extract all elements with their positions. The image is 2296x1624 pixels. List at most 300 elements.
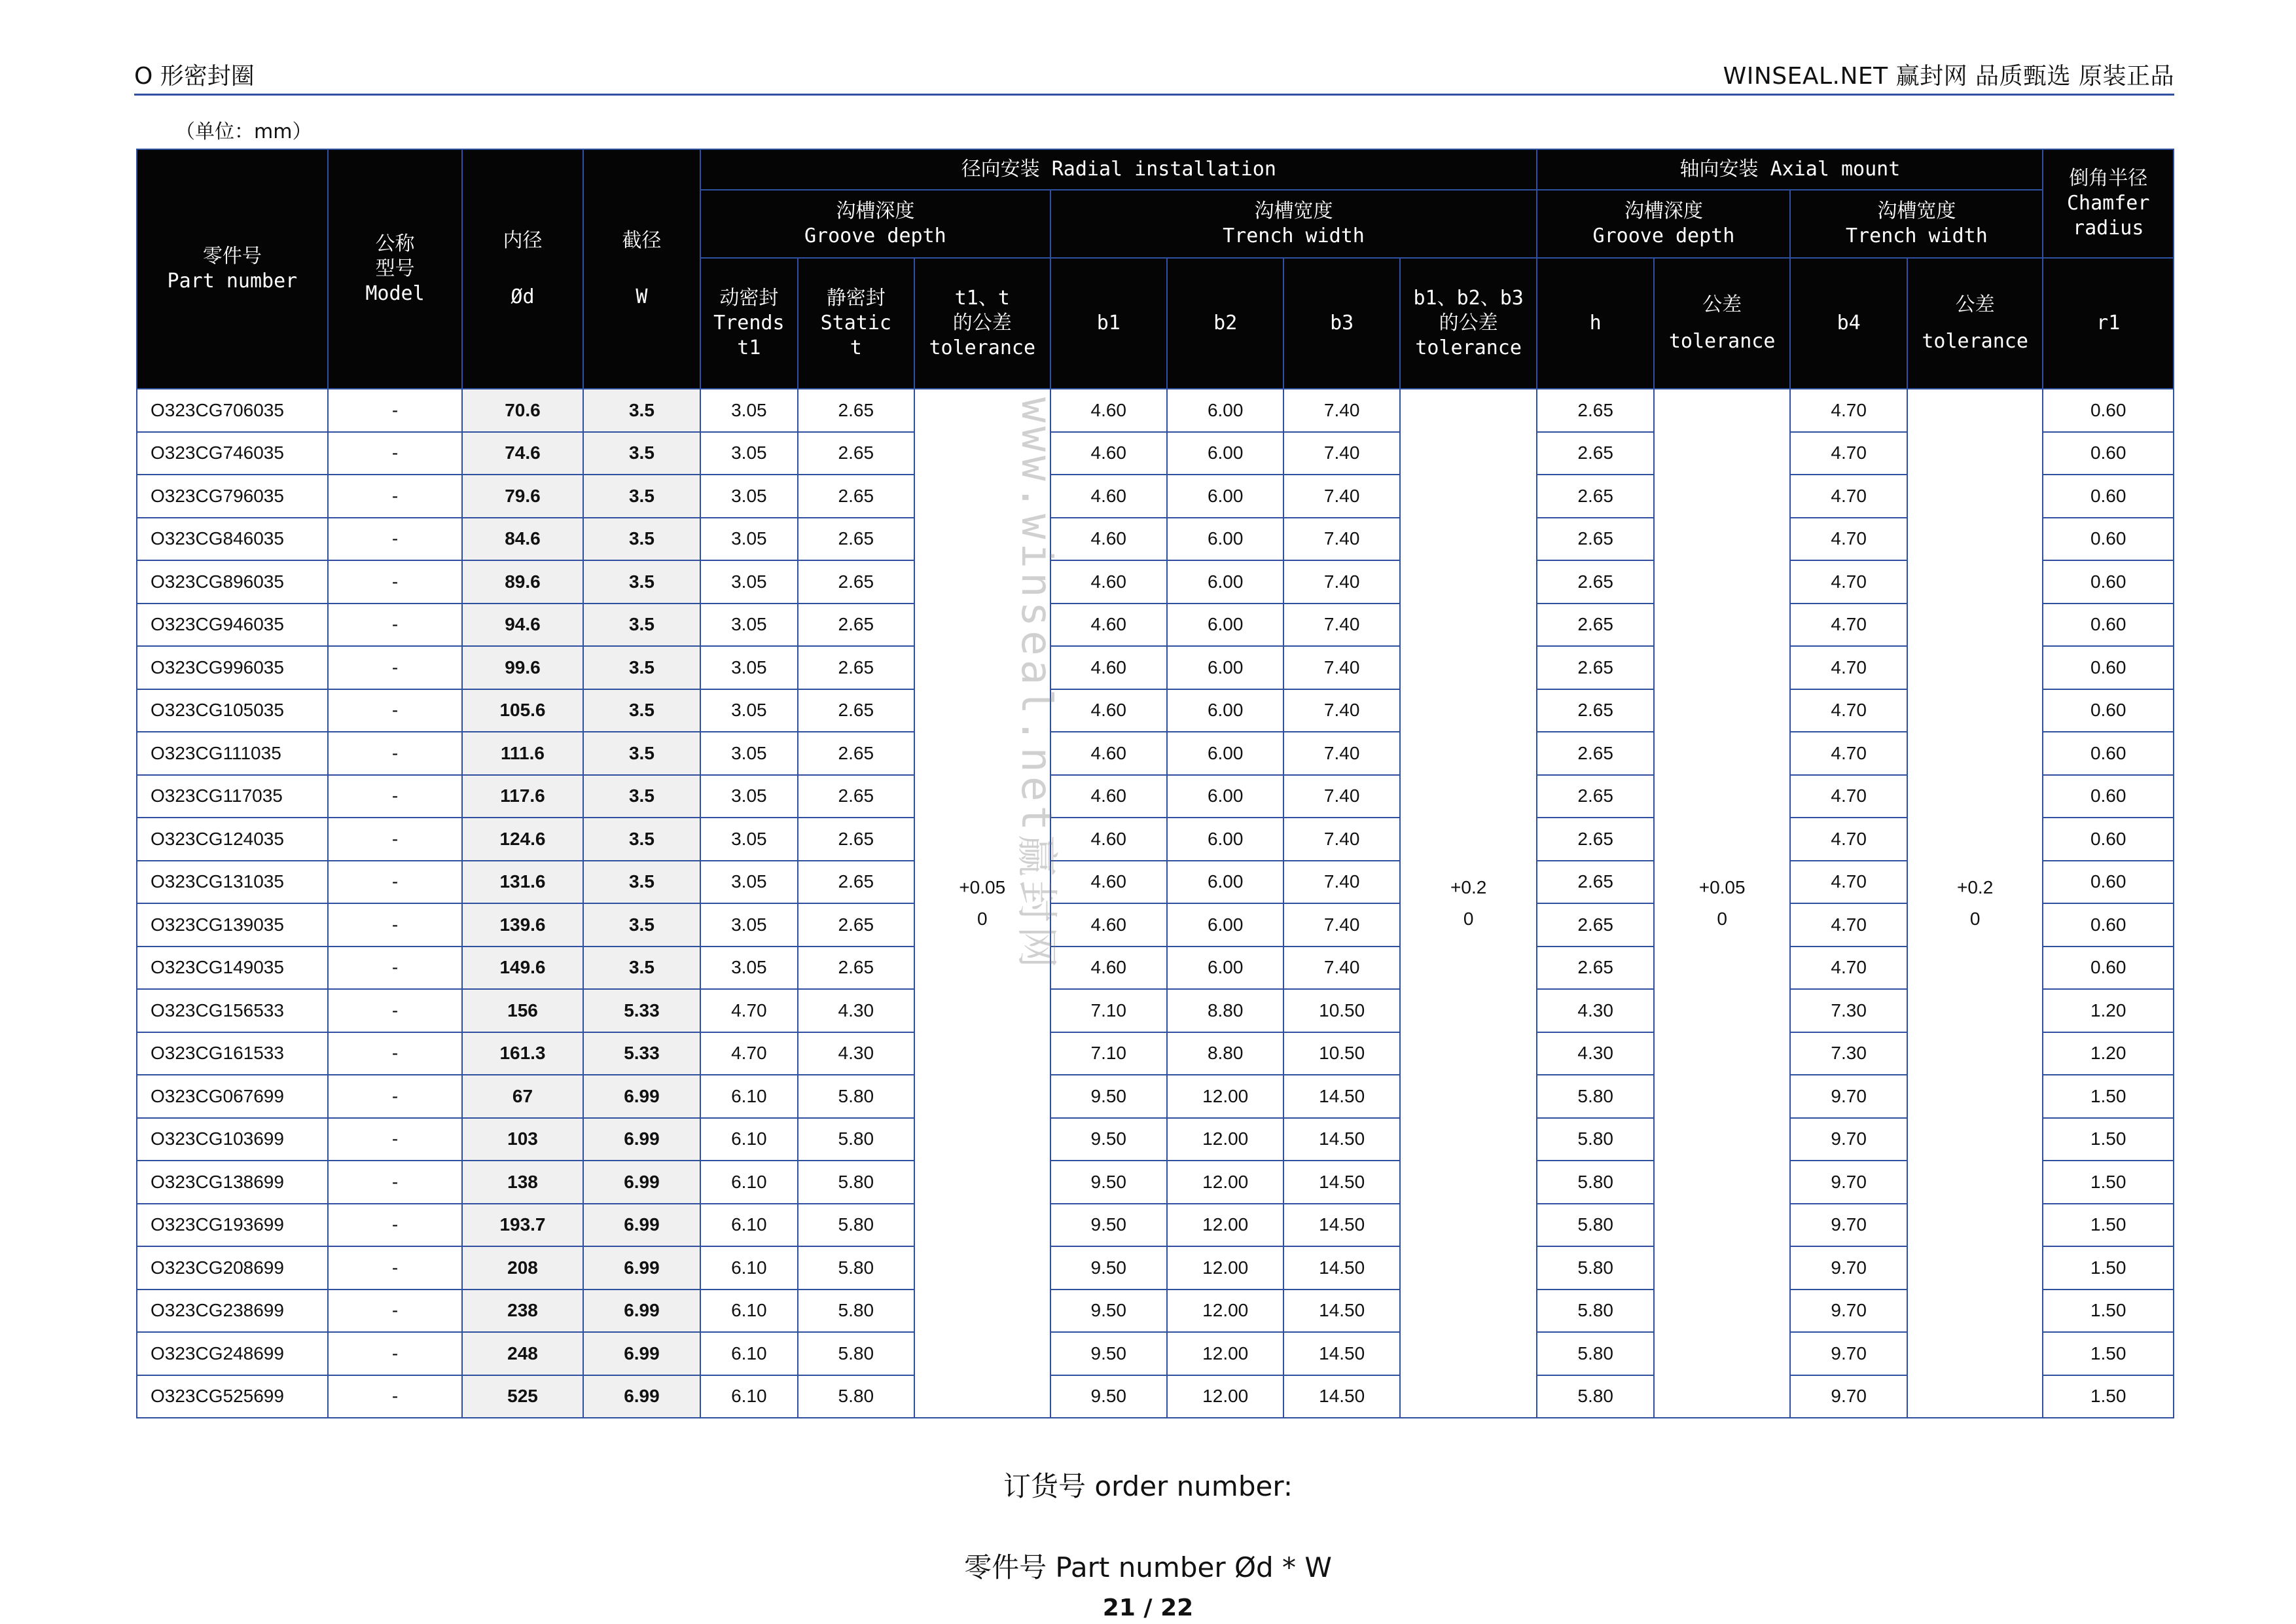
- cell-r1: 1.50: [2043, 1332, 2174, 1375]
- cell-cross-section: 3.5: [583, 689, 700, 732]
- cell-b4: 9.70: [1790, 1332, 1907, 1375]
- col-header-cross-section: 截径 W: [583, 149, 700, 389]
- cell-cross-section: 3.5: [583, 432, 700, 475]
- cell-part-number: O323CG067699: [137, 1075, 328, 1118]
- cell-part-number: O323CG846035: [137, 518, 328, 561]
- cell-b1: 4.60: [1050, 903, 1167, 947]
- cell-h: 5.80: [1537, 1161, 1653, 1204]
- cell-h: 2.65: [1537, 646, 1653, 689]
- table-row: [137, 1161, 2174, 1204]
- cell-inner-diameter: 79.6: [462, 475, 583, 518]
- cell-b2: 12.00: [1167, 1375, 1283, 1418]
- cell-part-number: O323CG706035: [137, 389, 328, 432]
- cell-t: 2.65: [798, 732, 914, 775]
- cell-b4: 4.70: [1790, 389, 1907, 432]
- cell-b3: 7.40: [1283, 389, 1399, 432]
- cell-part-number: O323CG124035: [137, 818, 328, 861]
- cell-t: 5.80: [798, 1332, 914, 1375]
- b4-tolerance-cell-lower: 0: [1969, 909, 1981, 929]
- cell-inner-diameter: 99.6: [462, 646, 583, 689]
- cell-b4: 4.70: [1790, 861, 1907, 904]
- cell-t1: 3.05: [700, 732, 797, 775]
- cell-t1: 6.10: [700, 1375, 797, 1418]
- order-number-format: 零件号 Part number Ød * W: [964, 1551, 1332, 1583]
- cell-b2: 6.00: [1167, 475, 1283, 518]
- cell-b2: 6.00: [1167, 732, 1283, 775]
- col-header-h: h: [1537, 258, 1653, 389]
- cell-b1: 7.10: [1050, 989, 1167, 1032]
- cell-b3: 7.40: [1283, 689, 1399, 732]
- cell-part-number: O323CG796035: [137, 475, 328, 518]
- group-header-axial: 轴向安装 Axial mount: [1537, 149, 2043, 190]
- cell-part-number: O323CG103699: [137, 1118, 328, 1161]
- cell-b3: 14.50: [1283, 1375, 1399, 1418]
- cell-b4: 4.70: [1790, 903, 1907, 947]
- cell-cross-section: 3.5: [583, 646, 700, 689]
- cell-b2: 12.00: [1167, 1246, 1283, 1290]
- cell-t: 5.80: [798, 1375, 914, 1418]
- b-tolerance-cell: [1400, 389, 1537, 1418]
- cell-b3: 7.40: [1283, 560, 1399, 604]
- cell-b1: 9.50: [1050, 1290, 1167, 1333]
- cell-b3: 14.50: [1283, 1075, 1399, 1118]
- cell-t1: 3.05: [700, 947, 797, 990]
- cell-b1: 4.60: [1050, 518, 1167, 561]
- cell-cross-section: 3.5: [583, 560, 700, 604]
- cell-h: 4.30: [1537, 989, 1653, 1032]
- cell-b1: 9.50: [1050, 1161, 1167, 1204]
- cell-r1: 0.60: [2043, 518, 2174, 561]
- cell-t1: 6.10: [700, 1246, 797, 1290]
- cell-t: 2.65: [798, 861, 914, 904]
- cell-inner-diameter: 89.6: [462, 560, 583, 604]
- cell-h: 2.65: [1537, 604, 1653, 647]
- cell-b1: 9.50: [1050, 1204, 1167, 1247]
- cell-r1: 0.60: [2043, 475, 2174, 518]
- cell-t1: 3.05: [700, 689, 797, 732]
- cell-part-number: O323CG946035: [137, 604, 328, 647]
- cell-part-number: O323CG117035: [137, 775, 328, 818]
- cell-t1: 3.05: [700, 818, 797, 861]
- cell-h: 4.30: [1537, 1032, 1653, 1075]
- col-header-model: 公称 型号 Model: [328, 149, 463, 389]
- cell-b3: 7.40: [1283, 518, 1399, 561]
- t-tolerance-cell-lower: 0: [977, 909, 988, 929]
- cell-inner-diameter: 94.6: [462, 604, 583, 647]
- cell-b3: 7.40: [1283, 475, 1399, 518]
- cell-t1: 3.05: [700, 475, 797, 518]
- cell-b1: 4.60: [1050, 732, 1167, 775]
- cell-h: 2.65: [1537, 518, 1653, 561]
- cell-cross-section: 6.99: [583, 1246, 700, 1290]
- col-header-b3: b3: [1283, 258, 1399, 389]
- t-tolerance-cell-upper: +0.05: [959, 877, 1006, 897]
- cell-t: 5.80: [798, 1204, 914, 1247]
- cell-model: -: [328, 1204, 463, 1247]
- cell-b1: 7.10: [1050, 1032, 1167, 1075]
- cell-b1: 4.60: [1050, 432, 1167, 475]
- cell-r1: 0.60: [2043, 389, 2174, 432]
- cell-b3: 14.50: [1283, 1161, 1399, 1204]
- cell-t1: 6.10: [700, 1332, 797, 1375]
- cell-b2: 12.00: [1167, 1161, 1283, 1204]
- cell-h: 5.80: [1537, 1075, 1653, 1118]
- header-divider: [134, 94, 2174, 96]
- table-row: [137, 518, 2174, 561]
- cell-model: -: [328, 732, 463, 775]
- cell-h: 2.65: [1537, 689, 1653, 732]
- cell-cross-section: 6.99: [583, 1075, 700, 1118]
- cell-inner-diameter: 124.6: [462, 818, 583, 861]
- table-row: [137, 1332, 2174, 1375]
- cell-cross-section: 6.99: [583, 1290, 700, 1333]
- cell-b3: 7.40: [1283, 775, 1399, 818]
- cell-model: -: [328, 1375, 463, 1418]
- cell-inner-diameter: 138: [462, 1161, 583, 1204]
- cell-r1: 0.60: [2043, 604, 2174, 647]
- cell-b2: 6.00: [1167, 818, 1283, 861]
- cell-b1: 4.60: [1050, 646, 1167, 689]
- cell-b2: 6.00: [1167, 775, 1283, 818]
- cell-r1: 1.50: [2043, 1246, 2174, 1290]
- cell-model: -: [328, 432, 463, 475]
- cell-h: 5.80: [1537, 1118, 1653, 1161]
- table-row: [137, 732, 2174, 775]
- cell-inner-diameter: 139.6: [462, 903, 583, 947]
- cell-t: 5.80: [798, 1290, 914, 1333]
- cell-cross-section: 3.5: [583, 775, 700, 818]
- cell-b3: 7.40: [1283, 432, 1399, 475]
- cell-t1: 3.05: [700, 861, 797, 904]
- cell-part-number: O323CG149035: [137, 947, 328, 990]
- b-tolerance-cell-upper: +0.2: [1450, 877, 1487, 897]
- cell-b3: 7.40: [1283, 947, 1399, 990]
- cell-b4: 7.30: [1790, 1032, 1907, 1075]
- cell-cross-section: 5.33: [583, 1032, 700, 1075]
- cell-h: 2.65: [1537, 389, 1653, 432]
- cell-t: 2.65: [798, 389, 914, 432]
- cell-b4: 4.70: [1790, 818, 1907, 861]
- cell-part-number: O323CG896035: [137, 560, 328, 604]
- cell-h: 2.65: [1537, 432, 1653, 475]
- col-header-part-number: 零件号 Part number: [137, 149, 328, 389]
- cell-model: -: [328, 861, 463, 904]
- cell-b2: 6.00: [1167, 518, 1283, 561]
- cell-b4: 4.70: [1790, 689, 1907, 732]
- cell-model: -: [328, 818, 463, 861]
- cell-part-number: O323CG156533: [137, 989, 328, 1032]
- cell-t1: 3.05: [700, 389, 797, 432]
- cell-b3: 10.50: [1283, 1032, 1399, 1075]
- cell-b1: 4.60: [1050, 689, 1167, 732]
- cell-inner-diameter: 103: [462, 1118, 583, 1161]
- cell-t: 2.65: [798, 818, 914, 861]
- b4-tolerance-cell-upper: +0.2: [1957, 877, 1994, 897]
- cell-b4: 9.70: [1790, 1118, 1907, 1161]
- cell-cross-section: 3.5: [583, 947, 700, 990]
- cell-model: -: [328, 1290, 463, 1333]
- col-header-b2: b2: [1167, 258, 1283, 389]
- watermark: www.winseal.net赢封网: [1011, 397, 1060, 972]
- cell-t: 2.65: [798, 518, 914, 561]
- cell-model: -: [328, 646, 463, 689]
- cell-cross-section: 6.99: [583, 1375, 700, 1418]
- cell-t: 5.80: [798, 1118, 914, 1161]
- cell-b2: 12.00: [1167, 1118, 1283, 1161]
- cell-part-number: O323CG525699: [137, 1375, 328, 1418]
- cell-cross-section: 6.99: [583, 1332, 700, 1375]
- cell-t: 5.80: [798, 1075, 914, 1118]
- cell-b2: 6.00: [1167, 560, 1283, 604]
- cell-t: 2.65: [798, 646, 914, 689]
- cell-inner-diameter: 105.6: [462, 689, 583, 732]
- cell-t1: 6.10: [700, 1161, 797, 1204]
- cell-b2: 6.00: [1167, 689, 1283, 732]
- subgroup-header-radial-trench-width: 沟槽宽度 Trench width: [1050, 190, 1537, 258]
- table-row: [137, 818, 2174, 861]
- document-header-brand: WINSEAL.NET 赢封网 品质甄选 原装正品: [1723, 63, 2174, 90]
- cell-cross-section: 6.99: [583, 1118, 700, 1161]
- table-row: [137, 989, 2174, 1032]
- cell-model: -: [328, 947, 463, 990]
- cell-b4: 4.70: [1790, 432, 1907, 475]
- cell-b4: 4.70: [1790, 947, 1907, 990]
- cell-r1: 0.60: [2043, 732, 2174, 775]
- cell-b4: 4.70: [1790, 646, 1907, 689]
- cell-b4: 4.70: [1790, 604, 1907, 647]
- cell-cross-section: 3.5: [583, 604, 700, 647]
- table-row: [137, 604, 2174, 647]
- cell-b4: 4.70: [1790, 518, 1907, 561]
- cell-b2: 12.00: [1167, 1075, 1283, 1118]
- cell-b2: 8.80: [1167, 1032, 1283, 1075]
- cell-b1: 4.60: [1050, 775, 1167, 818]
- cell-inner-diameter: 156: [462, 989, 583, 1032]
- cell-r1: 0.60: [2043, 689, 2174, 732]
- cell-t: 2.65: [798, 475, 914, 518]
- cell-b4: 4.70: [1790, 732, 1907, 775]
- cell-b2: 6.00: [1167, 903, 1283, 947]
- cell-r1: 1.20: [2043, 989, 2174, 1032]
- cell-b1: 4.60: [1050, 604, 1167, 647]
- cell-part-number: O323CG238699: [137, 1290, 328, 1333]
- cell-inner-diameter: 131.6: [462, 861, 583, 904]
- cell-model: -: [328, 775, 463, 818]
- table-row: [137, 389, 2174, 432]
- subgroup-header-radial-groove-depth: 沟槽深度 Groove depth: [700, 190, 1050, 258]
- cell-b3: 14.50: [1283, 1290, 1399, 1333]
- cell-model: -: [328, 903, 463, 947]
- cell-r1: 1.50: [2043, 1118, 2174, 1161]
- cell-b4: 7.30: [1790, 989, 1907, 1032]
- cell-b2: 12.00: [1167, 1332, 1283, 1375]
- cell-t: 5.80: [798, 1161, 914, 1204]
- cell-b2: 6.00: [1167, 604, 1283, 647]
- cell-h: 5.80: [1537, 1204, 1653, 1247]
- cell-b2: 6.00: [1167, 646, 1283, 689]
- cell-h: 2.65: [1537, 947, 1653, 990]
- cell-r1: 1.50: [2043, 1290, 2174, 1333]
- cell-b2: 6.00: [1167, 861, 1283, 904]
- cell-b3: 7.40: [1283, 646, 1399, 689]
- table-row: [137, 646, 2174, 689]
- cell-model: -: [328, 604, 463, 647]
- b-tolerance-cell-lower: 0: [1463, 909, 1474, 929]
- cell-t1: 3.05: [700, 775, 797, 818]
- cell-t: 2.65: [798, 560, 914, 604]
- cell-b2: 6.00: [1167, 432, 1283, 475]
- table-row: [137, 689, 2174, 732]
- cell-model: -: [328, 1332, 463, 1375]
- cell-h: 2.65: [1537, 560, 1653, 604]
- cell-cross-section: 3.5: [583, 389, 700, 432]
- cell-cross-section: 3.5: [583, 475, 700, 518]
- cell-cross-section: 6.99: [583, 1161, 700, 1204]
- h-tolerance-cell-lower: 0: [1717, 909, 1727, 929]
- b4-tolerance-cell: [1907, 389, 2043, 1418]
- cell-b3: 14.50: [1283, 1204, 1399, 1247]
- cell-b3: 7.40: [1283, 732, 1399, 775]
- cell-r1: 0.60: [2043, 432, 2174, 475]
- document-header-title: O 形密封圈: [134, 63, 255, 90]
- cell-b1: 9.50: [1050, 1375, 1167, 1418]
- cell-t1: 4.70: [700, 989, 797, 1032]
- cell-r1: 1.20: [2043, 1032, 2174, 1075]
- cell-part-number: O323CG248699: [137, 1332, 328, 1375]
- col-header-b4: b4: [1790, 258, 1907, 389]
- cell-t: 2.65: [798, 903, 914, 947]
- cell-b1: 4.60: [1050, 560, 1167, 604]
- cell-part-number: O323CG208699: [137, 1246, 328, 1290]
- cell-t: 5.80: [798, 1246, 914, 1290]
- h-tolerance-cell: [1654, 389, 1791, 1418]
- cell-inner-diameter: 208: [462, 1246, 583, 1290]
- cell-b2: 6.00: [1167, 947, 1283, 990]
- group-header-radial: 径向安装 Radial installation: [700, 149, 1537, 190]
- cell-inner-diameter: 238: [462, 1290, 583, 1333]
- col-header-b4-tolerance: 公差 tolerance: [1907, 258, 2043, 389]
- cell-r1: 0.60: [2043, 947, 2174, 990]
- cell-r1: 1.50: [2043, 1161, 2174, 1204]
- cell-b4: 9.70: [1790, 1246, 1907, 1290]
- cell-b1: 4.60: [1050, 861, 1167, 904]
- cell-t1: 6.10: [700, 1118, 797, 1161]
- cell-r1: 0.60: [2043, 775, 2174, 818]
- cell-b1: 4.60: [1050, 818, 1167, 861]
- col-header-t-tolerance: t1、t 的公差 tolerance: [914, 258, 1050, 389]
- cell-model: -: [328, 1161, 463, 1204]
- table-row: [137, 1290, 2174, 1333]
- table-row: [137, 861, 2174, 904]
- cell-model: -: [328, 1075, 463, 1118]
- order-number-label: 订货号 order number:: [1003, 1470, 1293, 1502]
- cell-h: 5.80: [1537, 1246, 1653, 1290]
- col-header-b-tolerance: b1、b2、b3 的公差 tolerance: [1400, 258, 1537, 389]
- cell-cross-section: 3.5: [583, 818, 700, 861]
- cell-part-number: O323CG161533: [137, 1032, 328, 1075]
- table-row: [137, 475, 2174, 518]
- cell-model: -: [328, 560, 463, 604]
- cell-t: 2.65: [798, 947, 914, 990]
- cell-inner-diameter: 248: [462, 1332, 583, 1375]
- cell-part-number: O323CG111035: [137, 732, 328, 775]
- table-row: [137, 947, 2174, 990]
- cell-part-number: O323CG193699: [137, 1204, 328, 1247]
- cell-b4: 9.70: [1790, 1161, 1907, 1204]
- cell-model: -: [328, 1032, 463, 1075]
- cell-t1: 3.05: [700, 903, 797, 947]
- cell-t1: 4.70: [700, 1032, 797, 1075]
- cell-h: 2.65: [1537, 475, 1653, 518]
- cell-h: 5.80: [1537, 1375, 1653, 1418]
- cell-part-number: O323CG131035: [137, 861, 328, 904]
- table-body: [137, 389, 2174, 1418]
- cell-part-number: O323CG138699: [137, 1161, 328, 1204]
- cell-inner-diameter: 117.6: [462, 775, 583, 818]
- cell-h: 2.65: [1537, 732, 1653, 775]
- cell-b2: 6.00: [1167, 389, 1283, 432]
- cell-model: -: [328, 475, 463, 518]
- cell-b2: 12.00: [1167, 1204, 1283, 1247]
- cell-b4: 9.70: [1790, 1204, 1907, 1247]
- col-header-t: 静密封 Static t: [798, 258, 914, 389]
- cell-r1: 0.60: [2043, 903, 2174, 947]
- cell-h: 2.65: [1537, 818, 1653, 861]
- cell-b1: 4.60: [1050, 475, 1167, 518]
- cell-b1: 9.50: [1050, 1118, 1167, 1161]
- cell-b1: 4.60: [1050, 947, 1167, 990]
- table-row: [137, 1204, 2174, 1247]
- cell-b1: 4.60: [1050, 389, 1167, 432]
- cell-model: -: [328, 1246, 463, 1290]
- cell-inner-diameter: 84.6: [462, 518, 583, 561]
- cell-b1: 9.50: [1050, 1332, 1167, 1375]
- cell-r1: 1.50: [2043, 1375, 2174, 1418]
- cell-b3: 14.50: [1283, 1118, 1399, 1161]
- cell-part-number: O323CG139035: [137, 903, 328, 947]
- col-header-t1: 动密封 Trends t1: [700, 258, 797, 389]
- cell-t1: 3.05: [700, 646, 797, 689]
- cell-model: -: [328, 1118, 463, 1161]
- cell-b4: 4.70: [1790, 775, 1907, 818]
- col-header-b1: b1: [1050, 258, 1167, 389]
- h-tolerance-cell-upper: +0.05: [1698, 877, 1746, 897]
- cell-t: 4.30: [798, 1032, 914, 1075]
- cell-h: 5.80: [1537, 1332, 1653, 1375]
- cell-b3: 7.40: [1283, 903, 1399, 947]
- cell-model: -: [328, 389, 463, 432]
- cell-cross-section: 3.5: [583, 861, 700, 904]
- table-row: [137, 432, 2174, 475]
- table-row: [137, 1375, 2174, 1418]
- cell-part-number: O323CG746035: [137, 432, 328, 475]
- cell-t: 2.65: [798, 432, 914, 475]
- cell-model: -: [328, 989, 463, 1032]
- cell-inner-diameter: 111.6: [462, 732, 583, 775]
- cell-t: 4.30: [798, 989, 914, 1032]
- cell-t: 2.65: [798, 689, 914, 732]
- cell-h: 2.65: [1537, 775, 1653, 818]
- cell-inner-diameter: 161.3: [462, 1032, 583, 1075]
- cell-inner-diameter: 149.6: [462, 947, 583, 990]
- page-number: 21 / 22: [1102, 1595, 1194, 1621]
- cell-b3: 7.40: [1283, 861, 1399, 904]
- cell-inner-diameter: 525: [462, 1375, 583, 1418]
- cell-b2: 8.80: [1167, 989, 1283, 1032]
- cell-h: 2.65: [1537, 861, 1653, 904]
- cell-t1: 3.05: [700, 560, 797, 604]
- cell-cross-section: 5.33: [583, 989, 700, 1032]
